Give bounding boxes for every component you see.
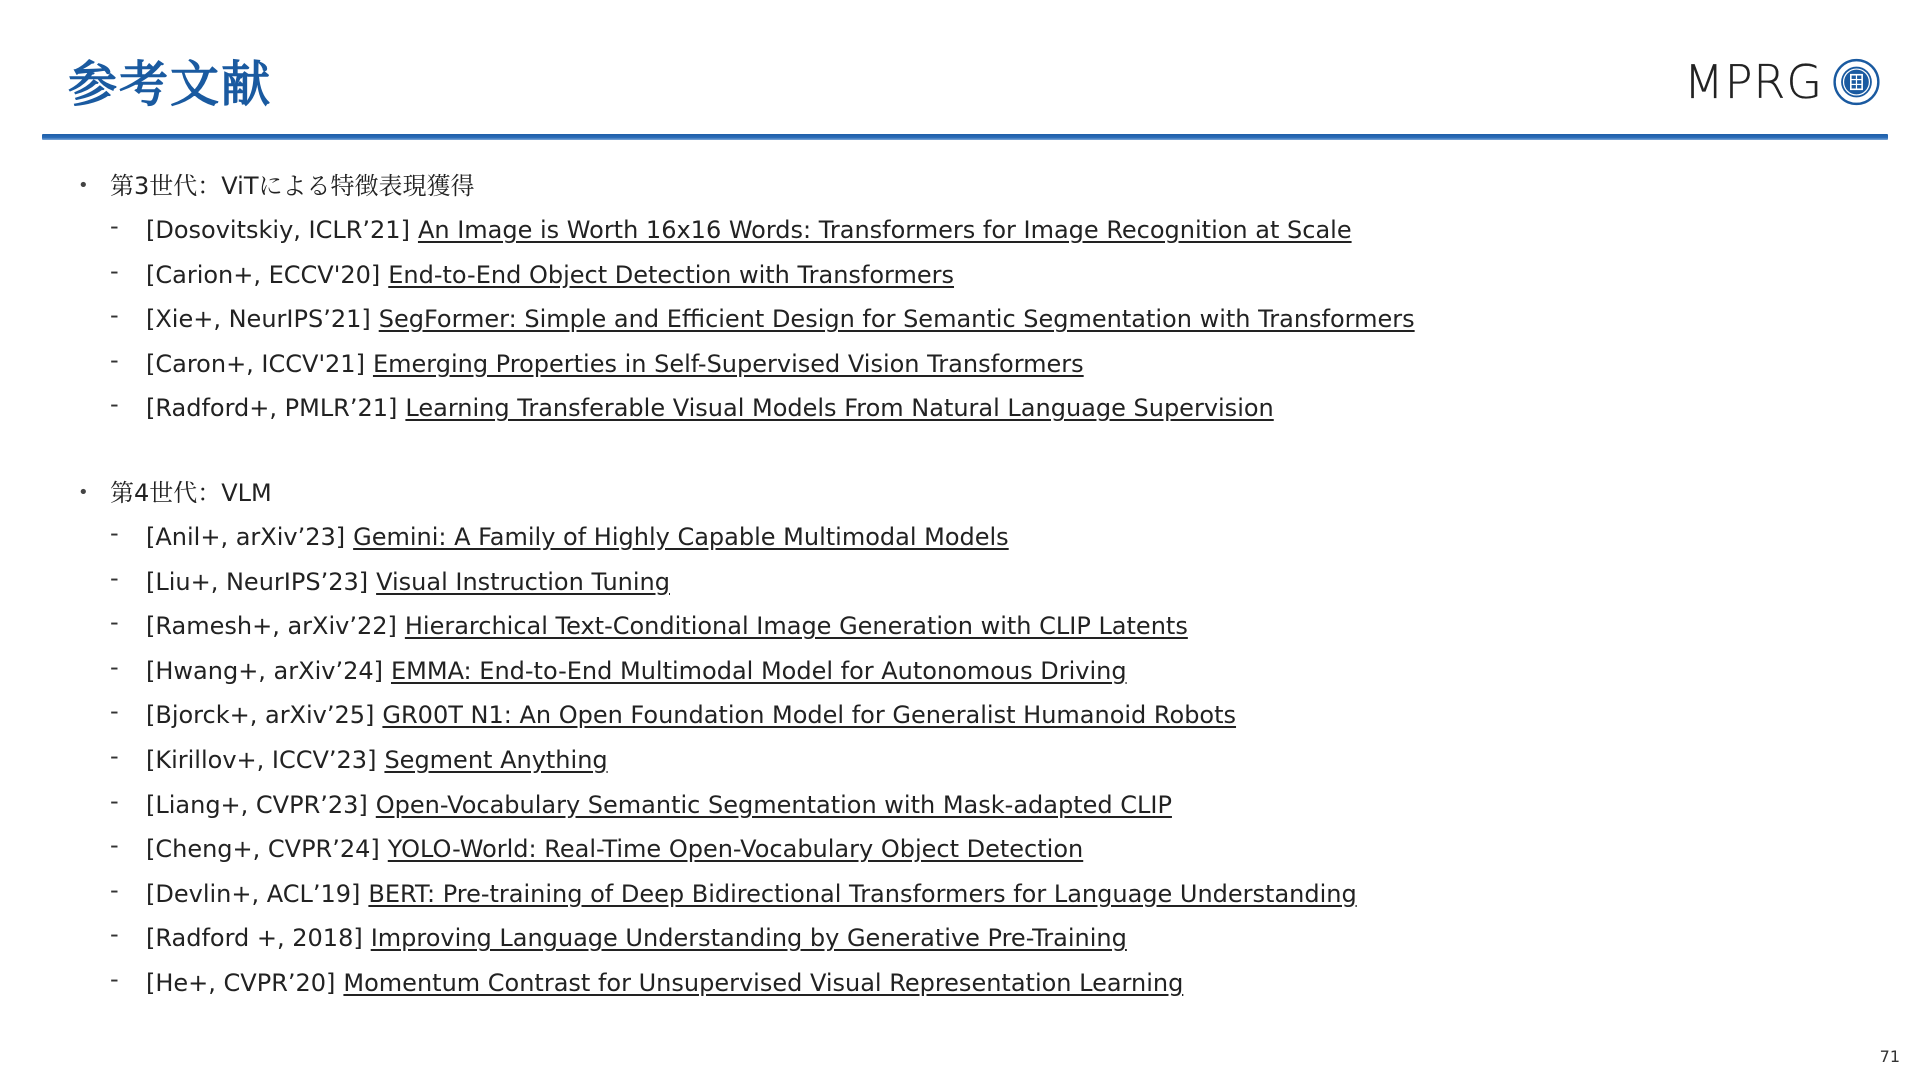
reference-item [72,785,1872,830]
reference-link[interactable]: GR00T N1: An Open Foundation Model for Generalist Humanoid Robots [382,701,1237,730]
section-gen4 [72,473,1872,1008]
dash-icon: - [110,518,119,547]
reference-item [72,210,1872,255]
dash-icon: - [110,608,119,637]
reference-cite: [Radford+, PMLR’21] [146,394,398,423]
reference-link[interactable]: Hierarchical Text-Conditional Image Generation with CLIP Latents [404,612,1188,641]
dash-icon: - [110,964,119,993]
reference-cite: [Bjorck+, arXiv’25] [146,701,375,730]
reference-cite: [Kirillov+, ICCV’23] [146,745,377,774]
reference-link[interactable]: Improving Language Understanding by Generative Pre-Training [370,924,1127,953]
reference-item [72,388,1872,433]
reference-cite: [Anil+, arXiv’23] [146,522,346,551]
reference-item [72,963,1872,1008]
dash-icon: - [110,652,119,681]
bullet-icon: • [78,175,89,196]
reference-item [72,918,1872,963]
reference-item [72,829,1872,874]
dash-icon: - [110,301,119,330]
reference-link[interactable]: Emerging Properties in Self-Supervised Vision Transformers [372,349,1084,378]
reference-cite: [Dosovitskiy, ICLR’21] [146,216,410,244]
reference-link[interactable]: An Image is Worth 16x16 Words: Transformers for Image Recognition at Scale [417,216,1352,244]
university-seal-icon [1833,53,1880,111]
mprg-logo [1684,50,1880,114]
section-heading-text: 第3世代：ViTによる特徴表現獲得 [110,172,475,200]
dash-icon: - [110,831,119,860]
reference-link[interactable]: YOLO-World: Real-Time Open-Vocabulary Object Detection [387,835,1084,864]
reference-cite: [Ramesh+, arXiv’22] [146,612,397,641]
dash-icon: - [110,345,119,374]
dash-icon: - [110,786,119,815]
dash-icon: - [110,563,119,592]
reference-link[interactable]: BERT: Pre-training of Deep Bidirectional Transformers for Language Understanding [368,879,1357,908]
section-heading-text: 第4世代：VLM [110,478,272,507]
reference-cite: [Liu+, NeurIPS’23] [146,567,369,596]
bullet-icon: • [78,481,89,503]
dash-icon: - [110,390,119,419]
dash-icon: - [110,212,119,240]
reference-cite: [Caron+, ICCV'21] [146,349,365,378]
reference-link[interactable]: Open-Vocabulary Semantic Segmentation with Mask-adapted CLIP [375,790,1172,819]
reference-item [72,562,1872,607]
reference-cite: [Hwang+, arXiv’24] [146,656,383,685]
reference-cite: [Liang+, CVPR’23] [146,790,368,819]
reference-link[interactable]: Momentum Contrast for Unsupervised Visual Representation Learning [343,968,1184,997]
reference-item [72,695,1872,740]
section-heading [72,473,1872,517]
reference-link[interactable]: Segment Anything [384,745,608,774]
reference-item [72,517,1872,562]
logo-text: MPRG [1684,55,1824,109]
dash-icon: - [110,256,119,285]
reference-link[interactable]: Learning Transferable Visual Models From Natural Language Supervision [405,394,1274,423]
reference-list [72,210,1872,433]
reference-cite: [Xie+, NeurIPS’21] [146,305,371,334]
reference-link[interactable]: Visual Instruction Tuning [376,567,670,596]
reference-cite: [Radford +, 2018] [146,924,363,953]
dash-icon: - [110,920,119,949]
reference-content [72,166,1872,1048]
slide-title: 参考文献 [68,56,273,113]
dash-icon: - [110,741,119,770]
reference-link[interactable]: SegFormer: Simple and Efficient Design for Semantic Segmentation with Transformers [378,305,1415,334]
dash-icon: - [110,875,119,904]
reference-list [72,517,1872,1008]
reference-cite: [Cheng+, CVPR’24] [146,835,380,864]
reference-item [72,255,1872,300]
title-divider [42,134,1888,140]
reference-cite: [Devlin+, ACL’19] [146,879,361,908]
reference-item [72,874,1872,919]
reference-cite: [Carion+, ECCV'20] [146,260,381,289]
reference-item [72,651,1872,696]
reference-link[interactable]: EMMA: End-to-End Multimodal Model for Autonomous Driving [390,656,1127,685]
dash-icon: - [110,697,119,726]
reference-link[interactable]: Gemini: A Family of Highly Capable Multimodal Models [353,522,1009,551]
page-number: 71 [1879,1047,1900,1066]
reference-item [72,740,1872,785]
reference-item [72,606,1872,651]
reference-cite: [He+, CVPR’20] [146,968,336,997]
reference-link[interactable]: End-to-End Object Detection with Transformers [388,260,955,289]
section-gen3 [72,166,1872,433]
reference-item [72,299,1872,344]
section-heading [72,166,1872,210]
reference-item [72,344,1872,389]
